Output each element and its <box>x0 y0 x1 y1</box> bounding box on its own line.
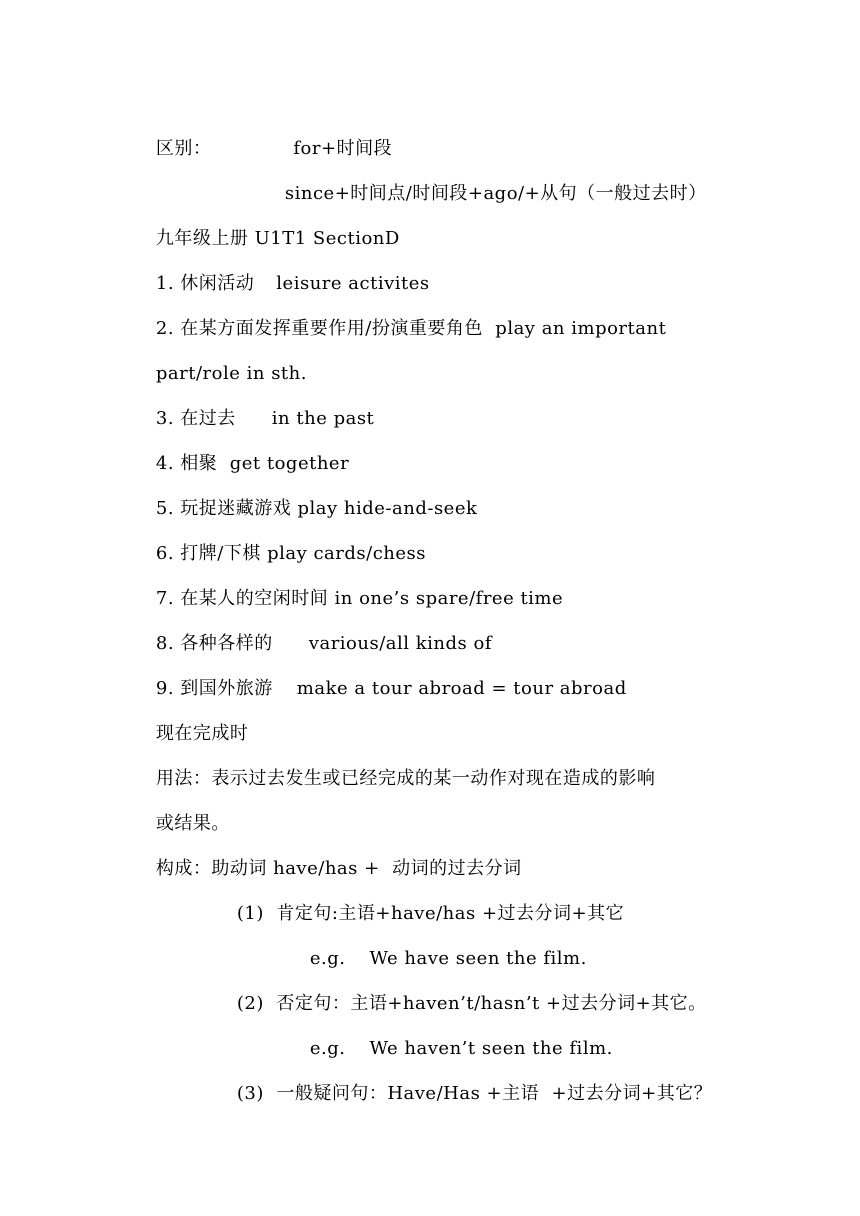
vocab-item-9: 9. 到国外旅游 make a tour abroad = tour abroad <box>155 678 627 699</box>
since-rule: since+时间点/时间段+ago/+从句（一般过去时） <box>284 183 707 204</box>
negative-example: e.g. We haven’t seen the film. <box>309 1038 613 1059</box>
grammar-heading: 现在完成时 <box>155 723 249 744</box>
vocab-item-7: 7. 在某人的空闲时间 in one’s spare/free time <box>155 588 564 609</box>
structure-line: 构成：助动词 have/has + 动词的过去分词 <box>155 858 522 879</box>
section-heading: 九年级上册 U1T1 SectionD <box>155 228 400 249</box>
usage-line-continued: 或结果。 <box>155 813 230 834</box>
affirmative-example: e.g. We have seen the film. <box>309 948 587 969</box>
vocab-item-5: 5. 玩捉迷藏游戏 play hide-and-seek <box>155 498 478 519</box>
for-rule: for+时间段 <box>293 138 393 159</box>
vocab-item-4: 4. 相聚 get together <box>155 453 350 474</box>
vocab-item-2-continued: part/role in sth. <box>155 363 307 384</box>
vocab-item-1: 1. 休闲活动 leisure activites <box>155 273 430 294</box>
vocab-item-6: 6. 打牌/下棋 play cards/chess <box>155 543 427 564</box>
difference-label: 区别： <box>155 138 212 159</box>
affirmative-rule: (1) 肯定句:主语+have/has +过去分词+其它 <box>236 903 625 924</box>
vocab-item-2: 2. 在某方面发挥重要作用/扮演重要角色 play an important <box>155 318 667 339</box>
negative-rule: (2) 否定句：主语+haven’t/hasn’t +过去分词+其它。 <box>236 993 707 1014</box>
question-rule: (3) 一般疑问句：Have/Has +主语 +过去分词+其它？ <box>236 1083 713 1104</box>
vocab-item-8: 8. 各种各样的 various/all kinds of <box>155 633 492 654</box>
usage-line: 用法：表示过去发生或已经完成的某一动作对现在造成的影响 <box>155 768 656 789</box>
vocab-item-3: 3. 在过去 in the past <box>155 408 375 429</box>
